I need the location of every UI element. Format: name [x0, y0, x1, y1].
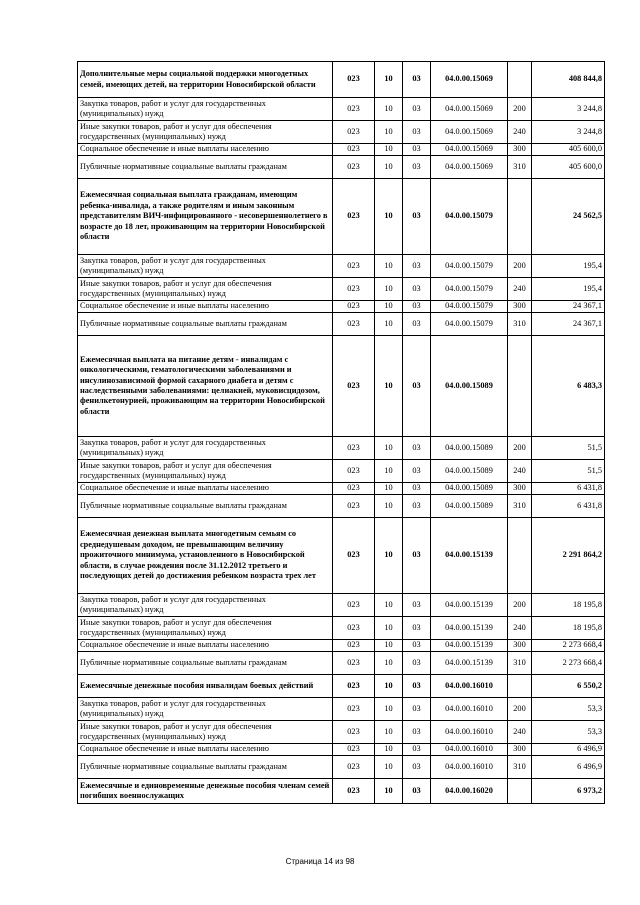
section-code-cell: 10 — [375, 301, 403, 313]
grbs-code-cell: 023 — [333, 675, 375, 698]
target-article-cell: 04.0.00.15079 — [431, 301, 508, 313]
subsection-code-cell: 03 — [403, 62, 431, 98]
amount-cell: 18 195,8 — [532, 594, 605, 617]
expense-type-cell: 310 — [508, 652, 532, 675]
table-row — [78, 313, 605, 336]
grbs-code-cell: 023 — [333, 617, 375, 640]
item-name-cell: Публичные нормативные социальные выплаты гражданам — [78, 313, 333, 336]
item-name-cell: Закупка товаров, работ и услуг для государственных (муниципальных) нужд — [78, 255, 333, 278]
expense-type-cell: 300 — [508, 640, 532, 652]
grbs-code-cell: 023 — [333, 179, 375, 255]
expense-type-cell: 300 — [508, 744, 532, 756]
section-code-cell: 10 — [375, 62, 403, 98]
amount-cell: 6 496,9 — [532, 756, 605, 779]
expense-type-cell: 300 — [508, 483, 532, 495]
grbs-code-cell: 023 — [333, 594, 375, 617]
item-name-cell: Закупка товаров, работ и услуг для государственных (муниципальных) нужд — [78, 698, 333, 721]
expense-type-cell: 200 — [508, 594, 532, 617]
amount-cell: 2 291 864,2 — [532, 518, 605, 594]
table-row — [78, 98, 605, 121]
subsection-code-cell: 03 — [403, 721, 431, 744]
target-article-cell: 04.0.00.15079 — [431, 255, 508, 278]
subsection-code-cell: 03 — [403, 156, 431, 179]
expense-type-cell: 200 — [508, 98, 532, 121]
amount-cell: 6 431,8 — [532, 483, 605, 495]
subsection-code-cell: 03 — [403, 336, 431, 437]
subsection-code-cell: 03 — [403, 640, 431, 652]
item-name-cell: Иные закупки товаров, работ и услуг для обеспечения государственных (муниципальных) нужд — [78, 460, 333, 483]
target-article-cell: 04.0.00.15089 — [431, 336, 508, 437]
subsection-code-cell: 03 — [403, 313, 431, 336]
table-row — [78, 756, 605, 779]
expense-type-cell: 240 — [508, 278, 532, 301]
expense-type-cell — [508, 179, 532, 255]
table-row — [78, 698, 605, 721]
grbs-code-cell: 023 — [333, 698, 375, 721]
table-row — [78, 779, 605, 804]
amount-cell: 51,5 — [532, 437, 605, 460]
target-article-cell: 04.0.00.15079 — [431, 313, 508, 336]
table-row — [78, 437, 605, 460]
section-code-cell: 10 — [375, 744, 403, 756]
grbs-code-cell: 023 — [333, 779, 375, 804]
subsection-code-cell: 03 — [403, 255, 431, 278]
table-row — [78, 62, 605, 98]
amount-cell: 3 244,8 — [532, 98, 605, 121]
target-article-cell: 04.0.00.15089 — [431, 460, 508, 483]
grbs-code-cell: 023 — [333, 301, 375, 313]
expense-type-cell: 310 — [508, 313, 532, 336]
subsection-code-cell: 03 — [403, 278, 431, 301]
item-name-cell: Ежемесячная денежная выплата многодетным семьям со среднедушевым доходом, не превышающим величину прожиточного минимума, установленного в Новосибирской области, в случае рождения после 31.12.2012 третьего и последующих детей до достижения ребенком возраста трех лет — [78, 518, 333, 594]
table-row — [78, 675, 605, 698]
target-article-cell: 04.0.00.15079 — [431, 179, 508, 255]
expense-type-cell: 240 — [508, 721, 532, 744]
amount-cell: 3 244,8 — [532, 121, 605, 144]
item-name-cell: Закупка товаров, работ и услуг для государственных (муниципальных) нужд — [78, 98, 333, 121]
item-name-cell: Социальное обеспечение и иные выплаты населению — [78, 744, 333, 756]
item-name-cell: Закупка товаров, работ и услуг для государственных (муниципальных) нужд — [78, 437, 333, 460]
subsection-code-cell: 03 — [403, 301, 431, 313]
target-article-cell: 04.0.00.15139 — [431, 594, 508, 617]
item-name-cell: Ежемесячная социальная выплата гражданам, имеющим ребенка-инвалида, а также родителям и иным законным представителям ВИЧ-инфицированного - несовершеннолетнего в возрасте до 18 лет, проживающим на территории Новосибирской области — [78, 179, 333, 255]
amount-cell: 24 367,1 — [532, 301, 605, 313]
budget-table — [77, 61, 605, 804]
section-code-cell: 10 — [375, 675, 403, 698]
item-name-cell: Публичные нормативные социальные выплаты гражданам — [78, 652, 333, 675]
expense-type-cell: 300 — [508, 301, 532, 313]
amount-cell: 6 431,8 — [532, 495, 605, 518]
grbs-code-cell: 023 — [333, 156, 375, 179]
target-article-cell: 04.0.00.16010 — [431, 698, 508, 721]
target-article-cell: 04.0.00.16010 — [431, 756, 508, 779]
amount-cell: 51,5 — [532, 460, 605, 483]
target-article-cell: 04.0.00.15069 — [431, 62, 508, 98]
table-row — [78, 652, 605, 675]
item-name-cell: Ежемесячные и единовременные денежные пособия членам семей погибших военнослужащих — [78, 779, 333, 804]
subsection-code-cell: 03 — [403, 698, 431, 721]
table-row — [78, 617, 605, 640]
section-code-cell: 10 — [375, 779, 403, 804]
section-code-cell: 10 — [375, 495, 403, 518]
table-row — [78, 460, 605, 483]
grbs-code-cell: 023 — [333, 460, 375, 483]
table-row — [78, 495, 605, 518]
target-article-cell: 04.0.00.15079 — [431, 278, 508, 301]
expense-type-cell — [508, 336, 532, 437]
table-row — [78, 255, 605, 278]
subsection-code-cell: 03 — [403, 437, 431, 460]
amount-cell: 53,3 — [532, 698, 605, 721]
table-row — [78, 278, 605, 301]
grbs-code-cell: 023 — [333, 313, 375, 336]
amount-cell: 408 844,8 — [532, 62, 605, 98]
subsection-code-cell: 03 — [403, 98, 431, 121]
section-code-cell: 10 — [375, 594, 403, 617]
section-code-cell: 10 — [375, 617, 403, 640]
grbs-code-cell: 023 — [333, 483, 375, 495]
item-name-cell: Иные закупки товаров, работ и услуг для обеспечения государственных (муниципальных) нужд — [78, 617, 333, 640]
amount-cell: 6 496,9 — [532, 744, 605, 756]
target-article-cell: 04.0.00.16010 — [431, 675, 508, 698]
subsection-code-cell: 03 — [403, 518, 431, 594]
target-article-cell: 04.0.00.15139 — [431, 518, 508, 594]
table-row — [78, 640, 605, 652]
expense-type-cell: 240 — [508, 617, 532, 640]
subsection-code-cell: 03 — [403, 744, 431, 756]
section-code-cell: 10 — [375, 721, 403, 744]
section-code-cell: 10 — [375, 518, 403, 594]
table-row — [78, 144, 605, 156]
subsection-code-cell: 03 — [403, 594, 431, 617]
target-article-cell: 04.0.00.15069 — [431, 121, 508, 144]
table-row — [78, 744, 605, 756]
item-name-cell: Публичные нормативные социальные выплаты гражданам — [78, 495, 333, 518]
table-row — [78, 483, 605, 495]
subsection-code-cell: 03 — [403, 121, 431, 144]
target-article-cell: 04.0.00.15069 — [431, 98, 508, 121]
table-row — [78, 179, 605, 255]
table-row — [78, 301, 605, 313]
target-article-cell: 04.0.00.15139 — [431, 640, 508, 652]
item-name-cell: Социальное обеспечение и иные выплаты населению — [78, 301, 333, 313]
table-row — [78, 721, 605, 744]
target-article-cell: 04.0.00.15139 — [431, 652, 508, 675]
target-article-cell: 04.0.00.15089 — [431, 437, 508, 460]
section-code-cell: 10 — [375, 179, 403, 255]
item-name-cell: Ежемесячные денежные пособия инвалидам боевых действий — [78, 675, 333, 698]
subsection-code-cell: 03 — [403, 756, 431, 779]
amount-cell: 2 273 668,4 — [532, 640, 605, 652]
target-article-cell: 04.0.00.16020 — [431, 779, 508, 804]
subsection-code-cell: 03 — [403, 460, 431, 483]
expense-type-cell — [508, 518, 532, 594]
subsection-code-cell: 03 — [403, 144, 431, 156]
expense-type-cell: 310 — [508, 156, 532, 179]
table-row — [78, 121, 605, 144]
item-name-cell: Публичные нормативные социальные выплаты гражданам — [78, 756, 333, 779]
target-article-cell: 04.0.00.15069 — [431, 144, 508, 156]
amount-cell: 6 973,2 — [532, 779, 605, 804]
grbs-code-cell: 023 — [333, 437, 375, 460]
amount-cell: 195,4 — [532, 278, 605, 301]
grbs-code-cell: 023 — [333, 518, 375, 594]
section-code-cell: 10 — [375, 313, 403, 336]
item-name-cell: Публичные нормативные социальные выплаты гражданам — [78, 156, 333, 179]
table-row — [78, 336, 605, 437]
grbs-code-cell: 023 — [333, 144, 375, 156]
amount-cell: 405 600,0 — [532, 156, 605, 179]
expense-type-cell: 200 — [508, 698, 532, 721]
expense-type-cell — [508, 779, 532, 804]
amount-cell: 195,4 — [532, 255, 605, 278]
subsection-code-cell: 03 — [403, 495, 431, 518]
section-code-cell: 10 — [375, 98, 403, 121]
expense-type-cell — [508, 62, 532, 98]
section-code-cell: 10 — [375, 437, 403, 460]
section-code-cell: 10 — [375, 483, 403, 495]
item-name-cell: Иные закупки товаров, работ и услуг для обеспечения государственных (муниципальных) нужд — [78, 721, 333, 744]
grbs-code-cell: 023 — [333, 336, 375, 437]
grbs-code-cell: 023 — [333, 62, 375, 98]
item-name-cell: Дополнительные меры социальной поддержки многодетных семей, имеющих детей, на территории Новосибирской области — [78, 62, 333, 98]
amount-cell: 24 562,5 — [532, 179, 605, 255]
section-code-cell: 10 — [375, 460, 403, 483]
subsection-code-cell: 03 — [403, 652, 431, 675]
subsection-code-cell: 03 — [403, 617, 431, 640]
target-article-cell: 04.0.00.16010 — [431, 744, 508, 756]
item-name-cell: Социальное обеспечение и иные выплаты населению — [78, 144, 333, 156]
grbs-code-cell: 023 — [333, 98, 375, 121]
section-code-cell: 10 — [375, 144, 403, 156]
amount-cell: 2 273 668,4 — [532, 652, 605, 675]
grbs-code-cell: 023 — [333, 121, 375, 144]
amount-cell: 405 600,0 — [532, 144, 605, 156]
expense-type-cell — [508, 675, 532, 698]
section-code-cell: 10 — [375, 156, 403, 179]
target-article-cell: 04.0.00.15089 — [431, 483, 508, 495]
subsection-code-cell: 03 — [403, 179, 431, 255]
expense-type-cell: 240 — [508, 121, 532, 144]
expense-type-cell: 310 — [508, 756, 532, 779]
expense-type-cell: 200 — [508, 437, 532, 460]
section-code-cell: 10 — [375, 652, 403, 675]
item-name-cell: Социальное обеспечение и иные выплаты населению — [78, 483, 333, 495]
item-name-cell: Социальное обеспечение и иные выплаты населению — [78, 640, 333, 652]
grbs-code-cell: 023 — [333, 744, 375, 756]
item-name-cell: Иные закупки товаров, работ и услуг для обеспечения государственных (муниципальных) нужд — [78, 121, 333, 144]
item-name-cell: Закупка товаров, работ и услуг для государственных (муниципальных) нужд — [78, 594, 333, 617]
grbs-code-cell: 023 — [333, 652, 375, 675]
expense-type-cell: 300 — [508, 144, 532, 156]
target-article-cell: 04.0.00.15069 — [431, 156, 508, 179]
grbs-code-cell: 023 — [333, 640, 375, 652]
subsection-code-cell: 03 — [403, 675, 431, 698]
subsection-code-cell: 03 — [403, 779, 431, 804]
amount-cell: 6 550,2 — [532, 675, 605, 698]
target-article-cell: 04.0.00.15089 — [431, 495, 508, 518]
grbs-code-cell: 023 — [333, 495, 375, 518]
table-row — [78, 594, 605, 617]
expense-type-cell: 240 — [508, 460, 532, 483]
section-code-cell: 10 — [375, 756, 403, 779]
section-code-cell: 10 — [375, 640, 403, 652]
subsection-code-cell: 03 — [403, 483, 431, 495]
grbs-code-cell: 023 — [333, 255, 375, 278]
table-row — [78, 156, 605, 179]
grbs-code-cell: 023 — [333, 756, 375, 779]
amount-cell: 6 483,3 — [532, 336, 605, 437]
section-code-cell: 10 — [375, 698, 403, 721]
amount-cell: 24 367,1 — [532, 313, 605, 336]
amount-cell: 18 195,8 — [532, 617, 605, 640]
grbs-code-cell: 023 — [333, 278, 375, 301]
table-row — [78, 518, 605, 594]
section-code-cell: 10 — [375, 278, 403, 301]
section-code-cell: 10 — [375, 336, 403, 437]
section-code-cell: 10 — [375, 255, 403, 278]
page-footer: Страница 14 из 98 — [285, 857, 355, 866]
item-name-cell: Ежемесячная выплата на питание детям - инвалидам с онкологическими, гематологическими заболеваниями и инсулинозависимой формой сахарного диабета и детям с наследственными заболеваниями: целиакией, муковисцидозом, фенилкетонурией, проживающим на территории Новосибирской области — [78, 336, 333, 437]
budget-table-body — [78, 62, 605, 804]
expense-type-cell: 310 — [508, 495, 532, 518]
expense-type-cell: 200 — [508, 255, 532, 278]
grbs-code-cell: 023 — [333, 721, 375, 744]
target-article-cell: 04.0.00.15139 — [431, 617, 508, 640]
item-name-cell: Иные закупки товаров, работ и услуг для обеспечения государственных (муниципальных) нужд — [78, 278, 333, 301]
section-code-cell: 10 — [375, 121, 403, 144]
amount-cell: 53,3 — [532, 721, 605, 744]
target-article-cell: 04.0.00.16010 — [431, 721, 508, 744]
